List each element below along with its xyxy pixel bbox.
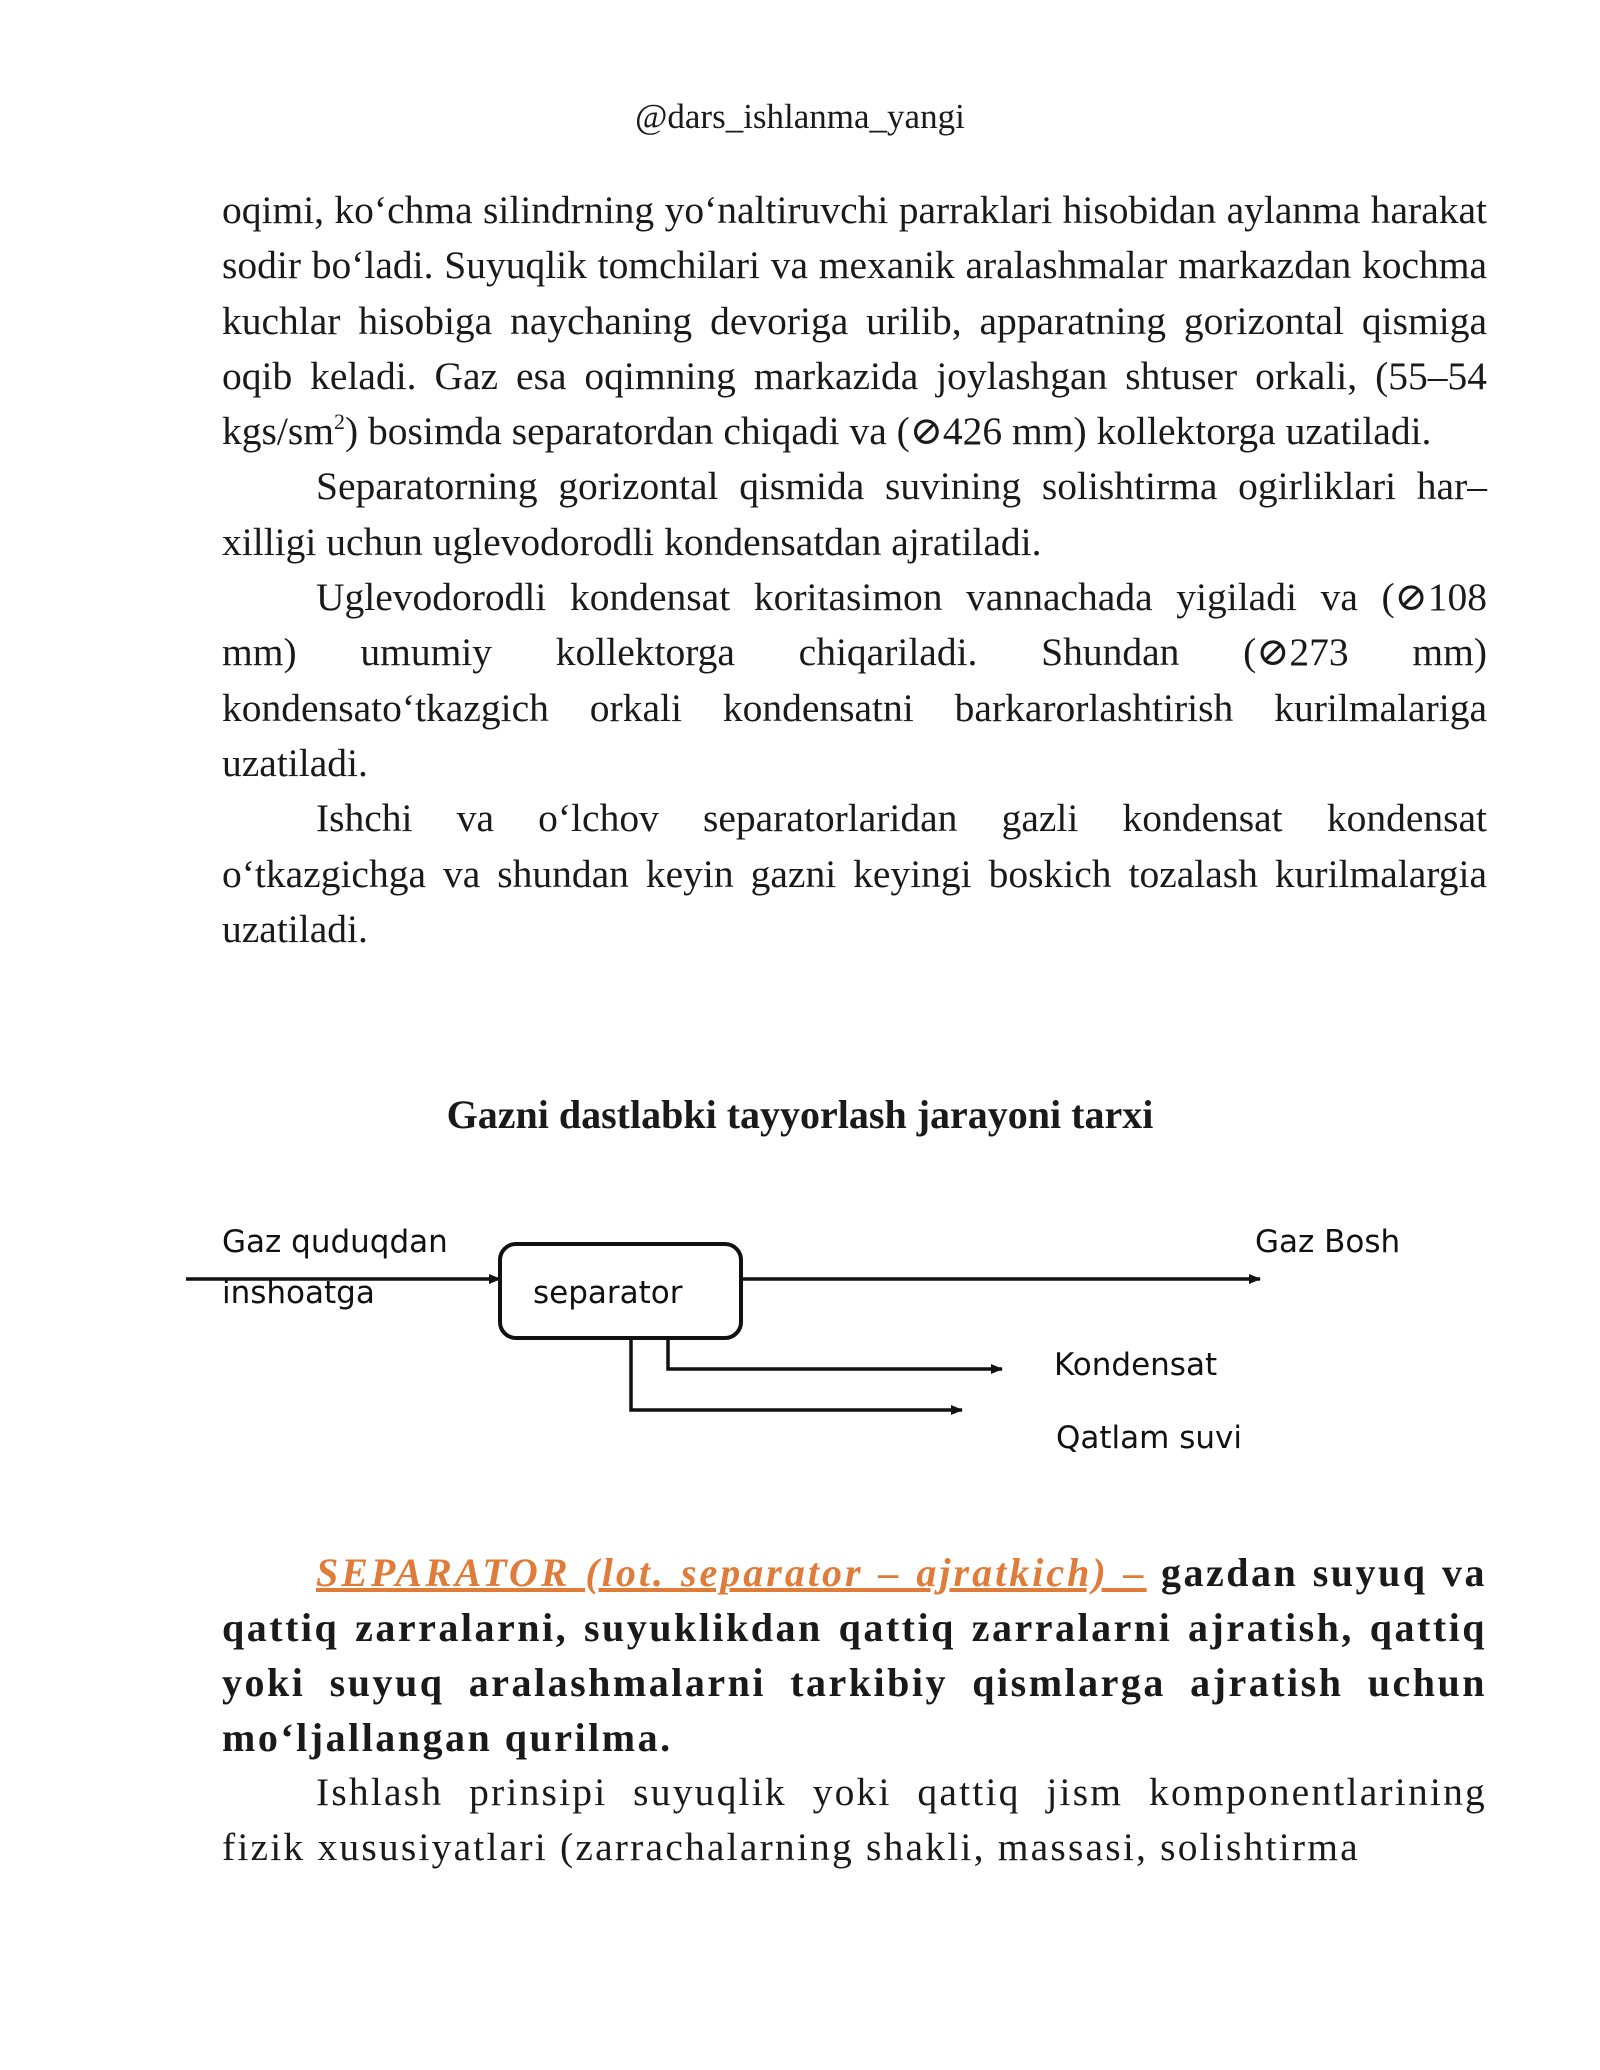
input-label-line2: inshoatga — [222, 1275, 375, 1311]
separator-label: separator — [533, 1275, 683, 1311]
process-diagram — [180, 1215, 1420, 1495]
body-text — [222, 183, 1487, 957]
superscript: 2 — [333, 409, 345, 435]
paragraph-1 — [222, 183, 1487, 459]
gas-output-label: Gaz Bosh — [1255, 1224, 1401, 1260]
condensate-label: Kondensat — [1054, 1347, 1218, 1383]
input-label-line1: Gaz quduqdan — [222, 1224, 448, 1260]
diagram-title: Gazni dastlabki tayyorlash jarayoni tarxi — [446, 1092, 1154, 1137]
definition-section — [222, 1545, 1487, 1875]
paragraph-3: Uglevodorodli kondensat koritasimon vannachada yigiladi va (⊘108 mm) umumiy kollektorga chiqariladi. Shundan (⊘273 mm) kondensato‘tkazgich orkali kondensatni barkarorlashtirish kurilmalariga uzatiladi. — [222, 575, 1487, 785]
definition-term: SEPARATOR (lot. separator – ajratkich) – — [316, 1550, 1147, 1595]
water-output-arrow — [631, 1338, 962, 1410]
water-label: Qatlam suvi — [1056, 1420, 1242, 1456]
last-paragraph: Ishlash prinsipi suyuqlik yoki qattiq jism komponentlarining fizik xususiyatlari (zarrachalarning shakli, massasi, solishtirma — [222, 1770, 1487, 1869]
paragraph-4: Ishchi va o‘lchov separatorlaridan gazli kondensat kondensat o‘tkazgichga va shundan keyin gazni keyingi boskich tozalash kurilmalargia uzatiladi. — [222, 796, 1487, 951]
condensate-output-arrow — [668, 1338, 1002, 1369]
paragraph-1-tail: ) bosimda separatordan chiqadi va (⊘426 mm) kollektorga uzatiladi. — [344, 409, 1432, 454]
definition-paragraph — [222, 1545, 1487, 1765]
definition-text: gazdan suyuq va qattiq zarralarni, suyuklikdan qattiq zarralarni ajratish, qattiq yoki suyuq aralashmalarni tarkibiy qismlarga ajratish uchun mo‘ljallangan qurilma. — [222, 1550, 1487, 1760]
paragraph-1-text: oqimi, ko‘chma silindrning yo‘naltiruvchi parraklari hisobidan aylanma harakat sodir bo‘ladi. Suyuqlik tomchilari va mexanik aralashmalar markazdan kochma kuchlar hisobiga naychaning devoriga urilib, apparatning gorizontal qismiga oqib keladi. Gaz esa oqimning markazida joylashgan shtuser orkali, (55–54 kgs/sm — [222, 188, 1487, 454]
page-header: @dars_ishlanma_yangi — [635, 97, 965, 136]
paragraph-2: Separatorning gorizontal qismida suvining solishtirma ogirliklari har–xilligi uchun uglevodorodli kondensatdan ajratiladi. — [222, 464, 1487, 564]
